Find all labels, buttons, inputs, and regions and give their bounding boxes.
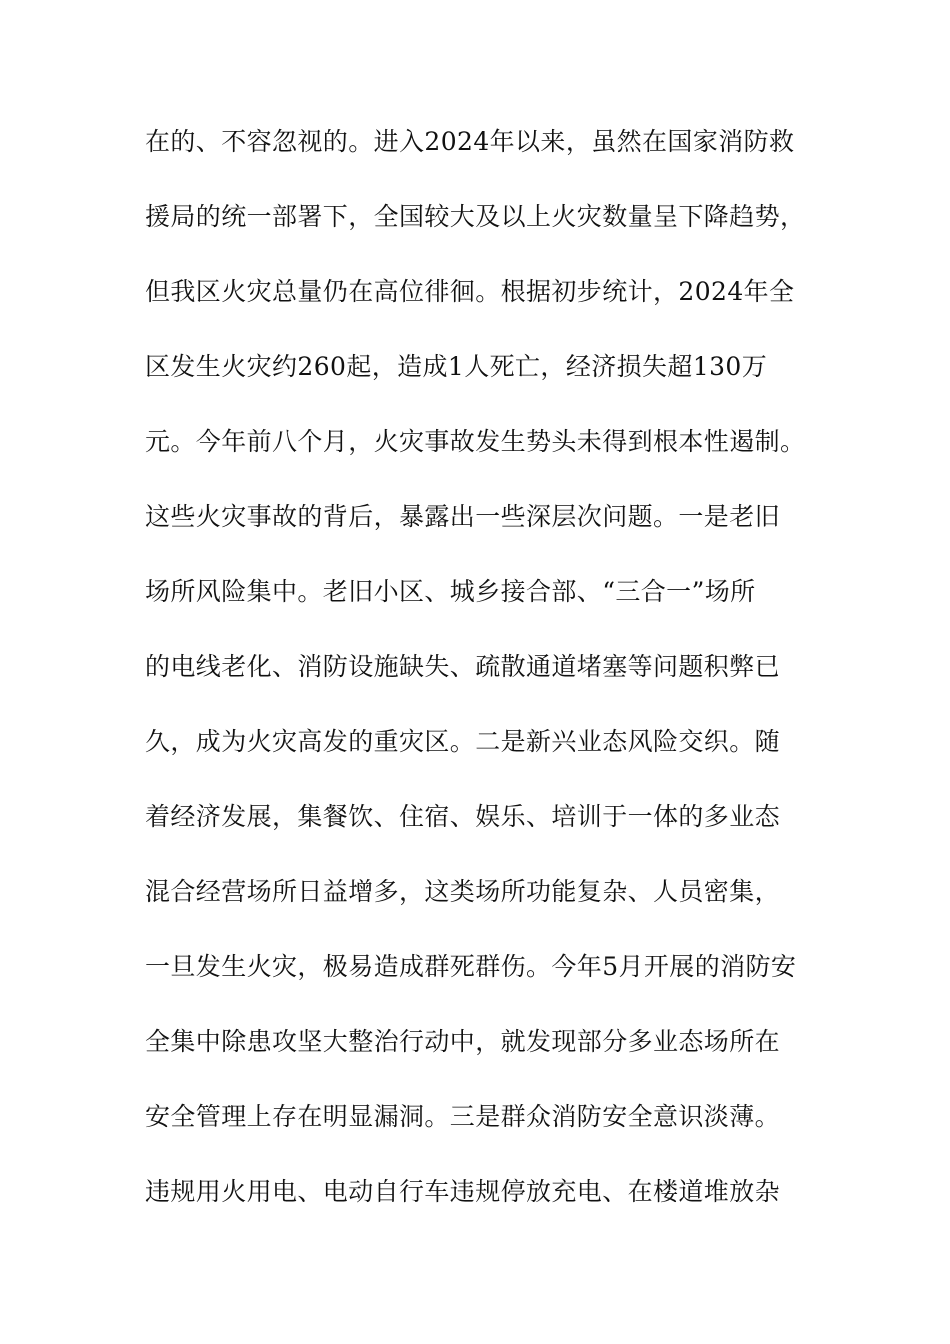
text-line: 援局的统一部署下，全国较大及以上火灾数量呈下降趋势， xyxy=(145,202,806,231)
text-line: 元。今年前八个月，火灾事故发生势头未得到根本性遏制。 xyxy=(145,427,806,456)
body-text xyxy=(145,122,815,1247)
text-line: 场所风险集中。老旧小区、城乡接合部、“三合一”场所 xyxy=(145,577,756,606)
text-line: 久，成为火灾高发的重灾区。二是新兴业态风险交织。随 xyxy=(145,727,781,756)
text-line: 全集中除患攻坚大整治行动中，就发现部分多业态场所在 xyxy=(145,1027,781,1056)
text-line: 区发生火灾约260起，造成1人死亡，经济损失超130万 xyxy=(145,352,768,381)
text-line: 在的、不容忽视的。进入2024年以来，虽然在国家消防救 xyxy=(145,127,795,156)
text-line: 着经济发展，集餐饮、住宿、娱乐、培训于一体的多业态 xyxy=(145,802,781,831)
text-line: 这些火灾事故的背后，暴露出一些深层次问题。一是老旧 xyxy=(145,502,781,531)
text-line: 安全管理上存在明显漏洞。三是群众消防安全意识淡薄。 xyxy=(145,1102,781,1131)
text-line: 一旦发生火灾，极易造成群死群伤。今年5月开展的消防安 xyxy=(145,952,797,981)
text-line: 混合经营场所日益增多，这类场所功能复杂、人员密集， xyxy=(145,877,781,906)
text-line: 的电线老化、消防设施缺失、疏散通道堵塞等问题积弊已 xyxy=(145,652,781,681)
text-line: 但我区火灾总量仍在高位徘徊。根据初步统计，2024年全 xyxy=(145,277,795,306)
text-line: 违规用火用电、电动自行车违规停放充电、在楼道堆放杂 xyxy=(145,1177,781,1206)
